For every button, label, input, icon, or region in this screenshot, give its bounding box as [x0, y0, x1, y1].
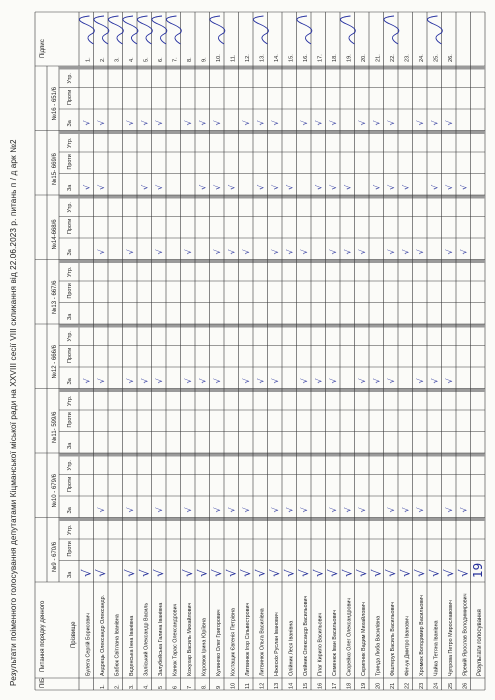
vote-check-mark: √ — [125, 249, 135, 255]
member-name: Чупрова Петро Мирославович — [447, 600, 454, 676]
vote-column-label: Утр. — [67, 460, 73, 471]
signature-row-number: 10. — [215, 54, 222, 62]
vote-check-mark: √ — [299, 249, 309, 255]
vote-check-mark: √ — [212, 120, 222, 126]
signature-label: Підпис — [40, 39, 46, 58]
signature-row-number: 19. — [346, 54, 353, 62]
vote-check-mark: √ — [386, 249, 396, 255]
vote-check-mark: √ — [401, 507, 411, 513]
pib-label: ПІБ — [40, 678, 46, 688]
vote-check-mark: √ — [401, 184, 411, 190]
row-number: 3. — [128, 684, 135, 689]
vote-column-label: Утр. — [67, 73, 73, 84]
row-number: 19 — [360, 682, 367, 689]
member-name: Фінчук Дмитро Іванович — [404, 616, 411, 676]
signature-row-number: 4. — [128, 57, 135, 62]
vote-check-mark: √ — [256, 120, 266, 126]
row-number: 11 — [244, 683, 251, 689]
vote-check-mark: √ — [285, 507, 295, 513]
signature-row-number: 3. — [114, 57, 121, 62]
vote-check-mark: √ — [241, 378, 251, 384]
surname-label: Прізвище — [71, 621, 77, 648]
question-separator-band — [59, 195, 485, 199]
vote-column-label: Утр. — [67, 524, 73, 535]
vote-check-mark: √ — [140, 184, 150, 190]
vote-check-mark: √ — [386, 184, 396, 190]
vote-check-mark: √ — [125, 120, 135, 126]
row-number: 24 — [433, 682, 440, 689]
vote-column-label: За — [67, 249, 73, 256]
member-name: Андрець Олександр Олександр. — [99, 594, 106, 676]
vote-column-label: Проти — [67, 218, 73, 234]
row-number: 25 — [447, 682, 454, 689]
row-number: 5 — [157, 685, 164, 689]
member-name: Хромюк Володимир Васильович — [418, 594, 425, 676]
member-name: Костащик Євгенія Петрівна — [230, 608, 237, 676]
vote-column-label: За — [67, 378, 73, 385]
vote-check-mark: √ — [459, 184, 469, 190]
vote-check-mark: √ — [372, 120, 382, 126]
question-label: №9 - 670/6 — [52, 541, 58, 572]
signature-scribble — [384, 16, 399, 44]
vote-column-label: Утр. — [67, 137, 73, 148]
vote-check-mark: √ — [357, 249, 367, 255]
vote-check-mark: √ — [430, 120, 440, 126]
vote-column-label: Проти — [67, 283, 73, 299]
vote-check-mark: √ — [282, 569, 297, 577]
vote-check-mark: √ — [198, 120, 208, 126]
signature-row-number: 5. — [143, 57, 150, 62]
signature-row-number: 2. — [99, 57, 106, 62]
signature-scribble — [108, 16, 123, 44]
signature-scribble — [152, 16, 167, 44]
member-name: Скрипник Вадим Михайлович — [360, 601, 367, 676]
signature-row-number: 25. — [433, 54, 440, 62]
vote-check-mark: √ — [328, 507, 338, 513]
vote-check-mark: √ — [96, 249, 106, 255]
member-name: Литвинюк Ольга Василівна — [259, 608, 266, 676]
vote-check-mark: √ — [299, 507, 309, 513]
signature-row-number: 11. — [230, 54, 237, 62]
signature-row-number: 9. — [201, 57, 208, 62]
vote-column-label: Проти — [67, 89, 73, 105]
member-name: Олійник Леся Іванівна — [288, 620, 295, 676]
vote-check-mark: √ — [412, 569, 427, 577]
vote-check-mark: √ — [357, 120, 367, 126]
vote-check-mark: √ — [140, 378, 150, 384]
vote-column-label: Проти — [67, 541, 73, 557]
signature-row-number: 18. — [331, 54, 338, 62]
member-name: Семенюк Іван Васильович — [331, 609, 338, 676]
vote-column-label: Проти — [67, 412, 73, 428]
vote-check-mark: √ — [357, 378, 367, 384]
signature-scribble — [297, 16, 312, 44]
vote-check-mark: √ — [430, 378, 440, 384]
vote-column-label: Утр. — [67, 331, 73, 342]
member-name: Канюк Тарас Олександрович — [172, 603, 179, 676]
signature-scribble — [137, 16, 152, 44]
signature-row-number: 20. — [360, 54, 367, 62]
signature-row-number: 24. — [418, 54, 425, 62]
vote-check-mark: √ — [198, 184, 208, 190]
total-first-column: 19 — [470, 562, 485, 578]
vote-check-mark: √ — [183, 249, 193, 255]
vote-check-mark: √ — [383, 569, 398, 577]
question-separator-band — [59, 324, 485, 328]
member-name: Залубейська Галина Іванівна — [157, 602, 164, 676]
row-number: 23 — [418, 682, 425, 689]
question-label: №14-668/6 — [52, 219, 58, 250]
question-separator-band — [59, 260, 485, 264]
vote-check-mark: √ — [444, 507, 454, 513]
row-number: 1. — [99, 684, 106, 689]
vote-check-mark: √ — [328, 249, 338, 255]
signature-scribble — [123, 16, 138, 44]
row-number: 20 — [375, 682, 382, 689]
vote-check-mark: √ — [459, 507, 469, 513]
row-number: 10 — [230, 682, 237, 689]
vote-column-label: Проти — [67, 154, 73, 170]
question-separator-band — [59, 518, 485, 522]
question-separator-band — [59, 66, 485, 70]
vote-column-label: Утр. — [67, 395, 73, 406]
vote-check-mark: √ — [328, 120, 338, 126]
vote-check-mark: √ — [270, 249, 280, 255]
member-name: Плаг Кирило Васильович — [317, 612, 324, 676]
vote-check-mark: √ — [285, 249, 295, 255]
signature-row-number: 26. — [447, 54, 454, 62]
vote-check-mark: √ — [444, 249, 454, 255]
vote-check-mark: √ — [183, 378, 193, 384]
vote-check-mark: √ — [256, 184, 266, 190]
vote-check-mark: √ — [357, 507, 367, 513]
row-number: 4. — [143, 684, 150, 689]
vote-check-mark: √ — [140, 120, 150, 126]
member-name: Яремій Ярослав Володимирович — [462, 593, 469, 676]
vote-check-mark: √ — [125, 507, 135, 513]
vote-check-mark: √ — [256, 378, 266, 384]
vote-check-mark: √ — [93, 569, 108, 577]
member-name: Вєденська Інна Іванівна — [128, 615, 135, 676]
vote-check-mark: √ — [328, 184, 338, 190]
signature-row-number: 23. — [404, 54, 411, 62]
vote-check-mark: √ — [398, 569, 413, 577]
vote-check-mark: √ — [415, 378, 425, 384]
signature-row-number: 16. — [302, 54, 309, 62]
row-number: 9 — [215, 685, 222, 689]
row-number: 6 — [172, 685, 179, 689]
vote-check-mark: √ — [212, 378, 222, 384]
vote-check-mark: √ — [267, 569, 282, 577]
vote-check-mark: √ — [154, 507, 164, 513]
vote-column-label: За — [67, 313, 73, 320]
vote-check-mark: √ — [369, 569, 384, 577]
vote-check-mark: √ — [372, 378, 382, 384]
vote-check-mark: √ — [415, 507, 425, 513]
vote-check-mark: √ — [285, 184, 295, 190]
member-name: Кулиняко Олег Григорович — [215, 609, 222, 676]
vote-check-mark: √ — [340, 569, 355, 577]
question-separator-band — [59, 389, 485, 393]
vote-check-mark: √ — [325, 569, 340, 577]
vote-check-mark: √ — [343, 249, 353, 255]
vote-check-mark: √ — [296, 569, 311, 577]
vote-check-mark: √ — [459, 249, 469, 255]
vote-check-mark: √ — [183, 507, 193, 513]
vote-check-mark: √ — [427, 569, 442, 577]
question-label: №12 - 666/6 — [52, 345, 58, 379]
signature-scribble — [166, 16, 181, 44]
signature-row-number: 17. — [317, 54, 324, 62]
vote-check-mark: √ — [241, 120, 251, 126]
vote-check-mark: √ — [227, 249, 237, 255]
vote-check-mark: √ — [241, 249, 251, 255]
member-name: Заліський Олександр Василь — [143, 602, 150, 676]
vote-check-mark: √ — [343, 507, 353, 513]
signature-row-number: 8. — [186, 57, 193, 62]
row-number: 22 — [404, 682, 411, 689]
vote-check-mark: √ — [227, 507, 237, 513]
vote-check-mark: √ — [154, 249, 164, 255]
signature-row-number: 12. — [244, 54, 251, 62]
vote-column-label: Проти — [67, 347, 73, 363]
vote-check-mark: √ — [227, 184, 237, 190]
vote-check-mark: √ — [154, 184, 164, 190]
vote-column-label: Утр. — [67, 266, 73, 277]
row-number: 16 — [317, 682, 324, 689]
vote-column-label: За — [67, 571, 73, 578]
signature-row-number: 6. — [157, 57, 164, 62]
member-name: Скорейко Олег Олександрович — [346, 597, 353, 676]
vote-check-mark: √ — [82, 184, 92, 190]
title-line-1: Результати поіменного голосування депутатами Кіцманської міської ради на XXVIII сесії VIII скликання від 22.06.2023 р. питань п / д арк №2 — [9, 139, 18, 686]
vote-check-mark: √ — [444, 120, 454, 126]
signature-scribble — [79, 16, 94, 44]
vote-check-mark: √ — [328, 378, 338, 384]
vote-check-mark: √ — [354, 569, 369, 577]
vote-check-mark: √ — [372, 184, 382, 190]
question-label: №16 - 651/6 — [52, 87, 58, 121]
vote-check-mark: √ — [238, 569, 253, 577]
signature-scribble — [340, 16, 355, 44]
row-number: 21 — [389, 682, 396, 689]
vote-check-mark: √ — [311, 569, 326, 577]
vote-check-mark: √ — [195, 569, 210, 577]
question-label: №13 - 667/6 — [52, 280, 58, 314]
row-number: 8. — [201, 684, 208, 689]
vote-check-mark: √ — [212, 507, 222, 513]
vote-check-mark: √ — [122, 569, 137, 577]
vote-column-label: За — [67, 442, 73, 449]
signature-scribble — [94, 16, 109, 44]
vote-check-mark: √ — [441, 569, 456, 577]
vote-column-label: За — [67, 507, 73, 514]
signature-row-number: 15. — [288, 54, 295, 62]
vote-check-mark: √ — [224, 569, 239, 577]
signature-row-number: 21. — [375, 54, 382, 62]
vote-check-mark: √ — [299, 120, 309, 126]
vote-check-mark: √ — [180, 569, 195, 577]
vote-check-mark: √ — [415, 120, 425, 126]
row-number: 17 — [331, 682, 338, 689]
vote-check-mark: √ — [154, 120, 164, 126]
vote-check-mark: √ — [82, 378, 92, 384]
signature-row-number: 1. — [85, 57, 92, 62]
agenda-label: Питання порядку денного — [40, 600, 46, 672]
signature-scribble — [253, 16, 268, 44]
signature-row-number: 14. — [273, 54, 280, 62]
member-name: Коровюк Ірина Юріївна — [201, 618, 208, 676]
vote-check-mark: √ — [444, 378, 454, 384]
vote-check-mark: √ — [96, 184, 106, 190]
member-name: Булега Сергій Борисович — [85, 612, 92, 676]
vote-check-mark: √ — [96, 378, 106, 384]
vote-check-mark: √ — [154, 378, 164, 384]
vote-check-mark: √ — [96, 507, 106, 513]
member-name: Тринда Люба Василівна — [375, 615, 382, 676]
member-name: Ніжескіх Руслан Іванович — [273, 612, 280, 676]
signature-row-number: 7. — [172, 57, 179, 62]
vote-check-mark: √ — [314, 378, 324, 384]
signature-row-number: 13. — [259, 54, 266, 62]
signature-scribble — [427, 16, 442, 44]
row-number: 26 — [462, 682, 469, 689]
question-label: №15- 669/6 — [52, 153, 58, 185]
vote-check-mark: √ — [183, 120, 193, 126]
vote-check-mark: √ — [386, 378, 396, 384]
vote-check-mark: √ — [314, 120, 324, 126]
vote-check-mark: √ — [79, 569, 94, 577]
member-name: Кожухар Василь Михайлович — [186, 602, 193, 676]
vote-column-label: За — [67, 184, 73, 191]
vote-check-mark: √ — [401, 249, 411, 255]
vote-check-mark: √ — [241, 507, 251, 513]
signature-scribble — [210, 16, 225, 44]
signature-row-number: 22. — [389, 54, 396, 62]
question-separator-band — [59, 453, 485, 457]
question-label: №10 - 679/6 — [52, 474, 58, 508]
row-number: 15 — [302, 682, 309, 689]
row-number: 14 — [288, 682, 295, 689]
result-label: Результати голосування — [476, 609, 483, 676]
row-number: 13 — [273, 682, 280, 689]
vote-column-label: Проти — [67, 476, 73, 492]
vote-check-mark: √ — [343, 184, 353, 190]
vote-check-mark: √ — [151, 569, 166, 577]
member-name: Чайка Тетяна Іванівна — [433, 620, 440, 676]
vote-check-mark: √ — [212, 184, 222, 190]
vote-check-mark: √ — [96, 120, 106, 126]
vote-check-mark: √ — [209, 569, 224, 577]
vote-check-mark: √ — [137, 569, 152, 577]
vote-check-mark: √ — [415, 249, 425, 255]
vote-column-label: Утр. — [67, 202, 73, 213]
row-number: 7 — [186, 685, 193, 689]
member-name: Литвинюк Ігор Сільвестрович — [244, 602, 251, 676]
vote-check-mark: √ — [299, 378, 309, 384]
vote-check-mark: √ — [386, 507, 396, 513]
vote-check-mark: √ — [198, 378, 208, 384]
vote-column-label: За — [67, 120, 73, 127]
row-number: 12 — [259, 682, 266, 689]
vote-check-mark: √ — [270, 120, 280, 126]
question-label: №11- 599/6 — [52, 411, 58, 443]
member-name: Фіштерук Василь Васильович — [389, 601, 396, 676]
vote-check-mark: √ — [253, 569, 268, 577]
member-name: Олійник Олександр Васильович — [302, 595, 309, 676]
vote-check-mark: √ — [456, 569, 471, 577]
vote-check-mark: √ — [125, 378, 135, 384]
row-number: 18 — [346, 682, 353, 689]
vote-check-mark: √ — [270, 507, 280, 513]
row-number: 2. — [114, 684, 121, 689]
vote-check-mark: √ — [430, 184, 440, 190]
vote-check-mark: √ — [386, 120, 396, 126]
vote-check-mark: √ — [444, 184, 454, 190]
vote-check-mark: √ — [270, 378, 280, 384]
question-separator-band — [59, 131, 485, 135]
vote-check-mark: √ — [212, 249, 222, 255]
vote-check-mark: √ — [314, 184, 324, 190]
member-name: Бабюк Світлана Іванівна — [114, 614, 121, 676]
vote-check-mark: √ — [270, 184, 280, 190]
vote-check-mark: √ — [82, 120, 92, 126]
